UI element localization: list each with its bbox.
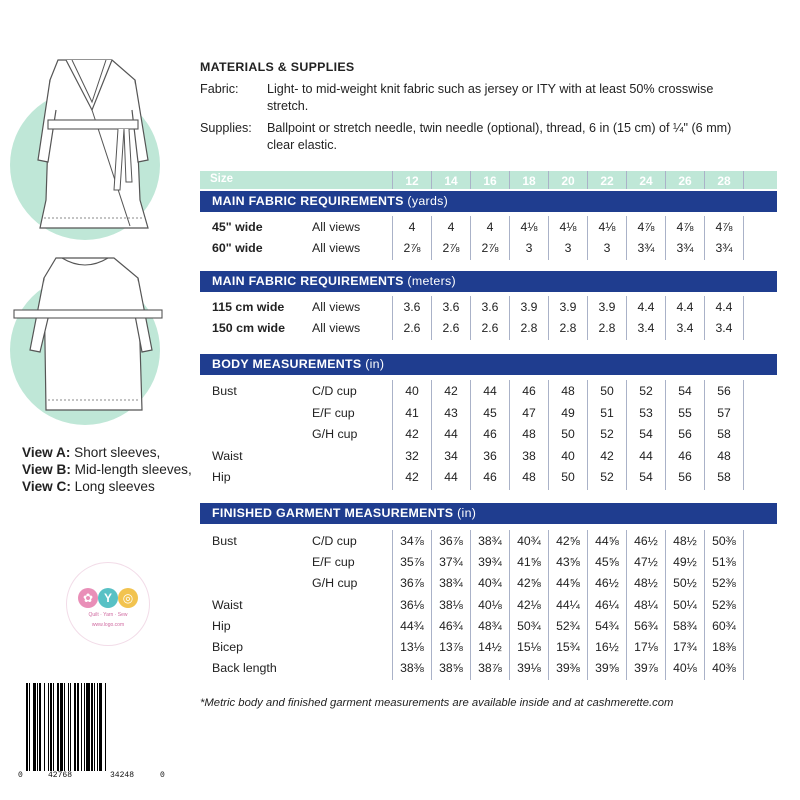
table-cell: 3.6 bbox=[481, 300, 499, 314]
table-cell: 42⅝ bbox=[517, 576, 541, 591]
row-label: 150 cm wide bbox=[212, 321, 286, 335]
table-cell: 54 bbox=[639, 427, 653, 441]
table-cell: 40¾ bbox=[517, 534, 541, 548]
column-divider bbox=[548, 380, 549, 490]
table-cell: 3.4 bbox=[676, 321, 694, 335]
section-header-yards bbox=[200, 191, 777, 212]
logo-text: Quilt · Yarn · Sew bbox=[88, 612, 128, 618]
column-divider bbox=[587, 530, 588, 680]
wrap-dress-front-drawing bbox=[0, 50, 190, 240]
table-cell: 4⅞ bbox=[637, 220, 655, 234]
table-cell: 46¾ bbox=[439, 618, 463, 633]
column-divider bbox=[665, 296, 666, 340]
table-cell: 41⅝ bbox=[517, 555, 541, 570]
table-cell: 52 bbox=[600, 427, 614, 441]
table-cell: 56¾ bbox=[634, 618, 658, 633]
table-cell: 44⅝ bbox=[556, 576, 580, 591]
table-cell: 48¼ bbox=[634, 597, 658, 612]
row-label: Waist bbox=[212, 448, 243, 463]
column-divider bbox=[392, 296, 393, 340]
row-label: Waist bbox=[212, 597, 243, 612]
column-divider bbox=[392, 380, 393, 490]
table-cell: 44¾ bbox=[400, 618, 424, 633]
column-divider bbox=[704, 380, 705, 490]
row-sublabel: G/H cup bbox=[312, 576, 358, 591]
table-cell: 3¾ bbox=[637, 241, 655, 255]
front-view-illustration bbox=[0, 50, 190, 240]
row-label: 60" wide bbox=[212, 241, 263, 255]
table-cell: 50¾ bbox=[517, 618, 541, 633]
row-sublabel: C/D cup bbox=[312, 534, 357, 548]
supplies-label: Supplies: bbox=[200, 121, 252, 135]
table-cell: 36⅛ bbox=[400, 597, 424, 612]
table-cell: 40⅛ bbox=[673, 661, 697, 676]
table-cell: 40 bbox=[405, 384, 419, 398]
table-cell: 40¾ bbox=[478, 576, 502, 591]
column-divider bbox=[470, 296, 471, 340]
table-cell: 56 bbox=[678, 470, 692, 484]
column-divider bbox=[587, 171, 588, 189]
column-divider bbox=[626, 296, 627, 340]
shop-logo bbox=[66, 562, 150, 646]
table-cell: 50 bbox=[561, 427, 575, 441]
table-cell: 38¾ bbox=[478, 534, 502, 548]
table-cell: 38 bbox=[522, 448, 536, 463]
table-cell: 48 bbox=[561, 384, 575, 398]
table-cell: 3.6 bbox=[403, 300, 421, 314]
table-cell: 16½ bbox=[595, 640, 619, 654]
table-cell: 52 bbox=[639, 384, 653, 398]
table-cell: 54 bbox=[639, 470, 653, 484]
barcode-bar bbox=[106, 683, 107, 771]
barcode-digits-right: 34248 bbox=[110, 771, 135, 780]
fabric-label: Fabric: bbox=[200, 82, 239, 96]
column-divider bbox=[743, 171, 744, 189]
fabric-text: Light- to mid-weight knit fabric such as jersey or ITY with at least 50% crosswise stretch. bbox=[267, 82, 714, 113]
table-cell: 44¼ bbox=[556, 597, 580, 612]
table-cell: 50⅜ bbox=[712, 534, 736, 548]
column-divider bbox=[431, 216, 432, 260]
row-sublabel: All views bbox=[312, 321, 361, 335]
table-cell: 3 bbox=[564, 241, 572, 255]
size-column-header: 20 bbox=[561, 174, 575, 188]
barcode-digit-first: 0 bbox=[18, 771, 23, 780]
column-divider bbox=[743, 380, 744, 490]
table-cell: 44 bbox=[444, 470, 458, 484]
table-cell: 46¼ bbox=[595, 597, 619, 612]
column-divider bbox=[470, 171, 471, 189]
column-divider bbox=[509, 216, 510, 260]
logo-url: www.logo.com bbox=[91, 622, 125, 628]
column-divider bbox=[431, 296, 432, 340]
column-divider bbox=[626, 530, 627, 680]
column-divider bbox=[470, 380, 471, 490]
table-cell: 42 bbox=[600, 448, 614, 463]
table-cell: 46 bbox=[483, 427, 497, 441]
table-cell: 4⅛ bbox=[520, 220, 538, 234]
table-cell: 44 bbox=[444, 427, 458, 441]
size-column-header: 28 bbox=[717, 174, 731, 188]
materials-title: MATERIALS & SUPPLIES bbox=[200, 60, 355, 74]
table-cell: 4 bbox=[486, 220, 494, 234]
table-cell: 2.8 bbox=[520, 321, 538, 335]
table-cell: 4⅛ bbox=[598, 220, 616, 234]
table-cell: 2.6 bbox=[403, 321, 421, 335]
table-cell: 2.8 bbox=[559, 321, 577, 335]
column-divider bbox=[509, 171, 510, 189]
yards-unit: (yards) bbox=[403, 194, 449, 208]
row-label: Hip bbox=[212, 470, 231, 484]
table-cell: 3 bbox=[603, 241, 611, 255]
table-cell: 13⅞ bbox=[439, 640, 463, 654]
column-divider bbox=[431, 380, 432, 490]
column-divider bbox=[587, 380, 588, 490]
table-cell: 17⅛ bbox=[634, 640, 658, 654]
column-divider bbox=[704, 296, 705, 340]
table-cell: 13⅛ bbox=[400, 640, 424, 654]
table-cell: 35⅞ bbox=[400, 555, 424, 570]
table-cell: 51 bbox=[600, 405, 614, 420]
table-cell: 48¾ bbox=[478, 618, 502, 633]
table-cell: 50¼ bbox=[673, 597, 697, 612]
wrap-dress-back-drawing bbox=[0, 250, 190, 440]
row-label: Hip bbox=[212, 618, 231, 633]
table-cell: 39⅛ bbox=[517, 661, 541, 676]
table-cell: 48 bbox=[522, 470, 536, 484]
table-cell: 48 bbox=[717, 448, 731, 463]
barcode-digit-last: 0 bbox=[160, 771, 165, 780]
column-divider bbox=[431, 530, 432, 680]
table-cell: 3.4 bbox=[637, 321, 655, 335]
table-cell: 4.4 bbox=[637, 300, 655, 314]
row-label: Bust bbox=[212, 534, 237, 548]
column-divider bbox=[704, 530, 705, 680]
table-cell: 46½ bbox=[595, 576, 619, 591]
table-cell: 42 bbox=[405, 470, 419, 484]
table-cell: 36⅞ bbox=[439, 534, 463, 548]
table-cell: 58 bbox=[717, 470, 731, 484]
table-cell: 50½ bbox=[673, 576, 697, 591]
table-cell: 3.4 bbox=[715, 321, 733, 335]
table-cell: 41 bbox=[405, 405, 419, 420]
column-divider bbox=[509, 380, 510, 490]
table-cell: 2⅞ bbox=[442, 241, 460, 255]
row-label: 115 cm wide bbox=[212, 300, 285, 314]
column-divider bbox=[431, 171, 432, 189]
table-cell: 42 bbox=[405, 427, 419, 441]
table-cell: 3.9 bbox=[520, 300, 538, 314]
table-cell: 45 bbox=[483, 405, 497, 420]
table-cell: 43⅝ bbox=[556, 555, 580, 570]
table-cell: 47 bbox=[522, 405, 536, 420]
section-header-finished bbox=[200, 503, 777, 524]
table-cell: 15⅛ bbox=[517, 640, 541, 654]
table-cell: 38⅞ bbox=[478, 661, 502, 676]
table-cell: 4⅞ bbox=[715, 220, 733, 234]
table-cell: 3.6 bbox=[442, 300, 460, 314]
table-cell: 50 bbox=[600, 384, 614, 398]
column-divider bbox=[548, 171, 549, 189]
table-cell: 54¾ bbox=[595, 618, 619, 633]
table-cell: 2.6 bbox=[442, 321, 460, 335]
table-cell: 3.9 bbox=[559, 300, 577, 314]
table-cell: 39¾ bbox=[478, 555, 502, 570]
column-divider bbox=[665, 171, 666, 189]
table-cell: 60¾ bbox=[712, 618, 736, 633]
table-cell: 38¾ bbox=[439, 576, 463, 591]
column-divider bbox=[704, 216, 705, 260]
column-divider bbox=[392, 216, 393, 260]
logo-yarn-icon: Y bbox=[98, 588, 118, 608]
table-cell: 38⅛ bbox=[439, 597, 463, 612]
table-cell: 56 bbox=[717, 384, 731, 398]
meters-unit: (meters) bbox=[403, 274, 456, 288]
table-cell: 46 bbox=[678, 448, 692, 463]
table-cell: 56 bbox=[678, 427, 692, 441]
finished-title: FINISHED GARMENT MEASUREMENTS bbox=[212, 506, 454, 520]
table-cell: 48½ bbox=[634, 576, 658, 591]
column-divider bbox=[392, 171, 393, 189]
row-sublabel: C/D cup bbox=[312, 384, 357, 398]
finished-unit: (in) bbox=[453, 506, 477, 520]
view-a-text: Short sleeves, bbox=[70, 445, 161, 460]
table-cell: 2.6 bbox=[481, 321, 499, 335]
barcode-bars bbox=[26, 683, 156, 771]
view-a-label: View A: bbox=[22, 445, 71, 460]
row-sublabel: E/F cup bbox=[312, 555, 355, 570]
section-header-meters bbox=[200, 271, 777, 292]
table-cell: 52⅜ bbox=[712, 576, 736, 591]
table-cell: 53 bbox=[639, 405, 653, 420]
section-header-body bbox=[200, 354, 777, 375]
table-cell: 39⅝ bbox=[595, 661, 619, 676]
table-cell: 4.4 bbox=[676, 300, 694, 314]
size-column-header: 16 bbox=[483, 174, 497, 188]
row-sublabel: G/H cup bbox=[312, 427, 358, 441]
table-cell: 47½ bbox=[634, 555, 658, 570]
table-cell: 39⅞ bbox=[634, 661, 658, 676]
row-sublabel: All views bbox=[312, 300, 361, 314]
body-title: BODY MEASUREMENTS bbox=[212, 357, 362, 371]
row-label: Bust bbox=[212, 384, 237, 398]
table-cell: 40⅛ bbox=[478, 597, 502, 612]
table-cell: 44 bbox=[483, 384, 497, 398]
size-column-header: 18 bbox=[522, 174, 536, 188]
table-cell: 18⅜ bbox=[712, 640, 736, 654]
column-divider bbox=[470, 216, 471, 260]
column-divider bbox=[743, 530, 744, 680]
column-divider bbox=[392, 530, 393, 680]
column-divider bbox=[665, 216, 666, 260]
back-view-illustration bbox=[0, 250, 190, 440]
logo-sew-icon: ◎ bbox=[118, 588, 138, 608]
column-divider bbox=[548, 296, 549, 340]
table-cell: 39⅜ bbox=[556, 661, 580, 676]
supplies-text: Ballpoint or stretch needle, twin needle (optional), thread, 6 in (15 cm) of ¼" (6 mm) clear elastic. bbox=[267, 121, 732, 152]
table-cell: 38⅝ bbox=[439, 661, 463, 676]
table-cell: 46 bbox=[522, 384, 536, 398]
column-divider bbox=[626, 380, 627, 490]
table-cell: 36 bbox=[483, 448, 497, 463]
table-cell: 57 bbox=[717, 405, 731, 420]
table-cell: 3.9 bbox=[598, 300, 616, 314]
size-column-header: 22 bbox=[600, 174, 614, 188]
column-divider bbox=[704, 171, 705, 189]
table-cell: 58 bbox=[717, 427, 731, 441]
footnote: *Metric body and finished garment measurements are available inside and at cashmerette.com bbox=[200, 697, 674, 709]
table-cell: 46½ bbox=[634, 534, 658, 548]
column-divider bbox=[626, 171, 627, 189]
column-divider bbox=[743, 296, 744, 340]
table-cell: 50 bbox=[561, 470, 575, 484]
row-label: 45" wide bbox=[212, 220, 263, 234]
view-caption bbox=[22, 444, 192, 495]
table-cell: 54 bbox=[678, 384, 692, 398]
table-cell: 46 bbox=[483, 470, 497, 484]
table-cell: 34⅞ bbox=[400, 534, 424, 548]
row-label: Bicep bbox=[212, 640, 243, 654]
table-cell: 44⅝ bbox=[595, 534, 619, 548]
column-divider bbox=[548, 216, 549, 260]
column-divider bbox=[509, 296, 510, 340]
size-column-header: 12 bbox=[405, 174, 419, 188]
table-cell: 3 bbox=[525, 241, 533, 255]
logo-quilt-icon: ✿ bbox=[78, 588, 98, 608]
row-label: Back length bbox=[212, 661, 277, 676]
body-unit: (in) bbox=[361, 357, 385, 371]
column-divider bbox=[587, 296, 588, 340]
table-cell: 3¾ bbox=[715, 241, 733, 255]
table-cell: 4.4 bbox=[715, 300, 733, 314]
size-label: Size bbox=[210, 173, 234, 185]
table-cell: 37¾ bbox=[439, 555, 463, 570]
table-cell: 15¾ bbox=[556, 640, 580, 654]
size-column-header: 14 bbox=[444, 174, 458, 188]
row-sublabel: All views bbox=[312, 220, 361, 234]
column-divider bbox=[743, 216, 744, 260]
table-cell: 42⅛ bbox=[517, 597, 541, 612]
table-cell: 48½ bbox=[673, 534, 697, 548]
table-cell: 45⅝ bbox=[595, 555, 619, 570]
table-cell: 2.8 bbox=[598, 321, 616, 335]
table-cell: 4⅛ bbox=[559, 220, 577, 234]
view-c-label: View C: bbox=[22, 479, 71, 494]
table-cell: 4⅞ bbox=[676, 220, 694, 234]
table-cell: 42 bbox=[444, 384, 458, 398]
table-cell: 14½ bbox=[478, 640, 502, 654]
table-cell: 2⅞ bbox=[481, 241, 499, 255]
view-b-text: Mid-length sleeves, bbox=[70, 462, 192, 477]
table-cell: 52⅜ bbox=[712, 597, 736, 612]
table-cell: 4 bbox=[447, 220, 455, 234]
table-cell: 42⅝ bbox=[556, 534, 580, 548]
column-divider bbox=[587, 216, 588, 260]
column-divider bbox=[470, 530, 471, 680]
table-cell: 2⅞ bbox=[403, 241, 421, 255]
table-cell: 49 bbox=[561, 405, 575, 420]
table-cell: 52 bbox=[600, 470, 614, 484]
table-cell: 48 bbox=[522, 427, 536, 441]
column-divider bbox=[509, 530, 510, 680]
view-c-text: Long sleeves bbox=[70, 479, 155, 494]
row-sublabel: All views bbox=[312, 241, 361, 255]
column-divider bbox=[665, 530, 666, 680]
barcode-digits-left: 42768 bbox=[48, 771, 73, 780]
size-column-header: 26 bbox=[678, 174, 692, 188]
size-column-header: 24 bbox=[639, 174, 653, 188]
view-b-label: View B: bbox=[22, 462, 71, 477]
left-column bbox=[0, 0, 195, 800]
table-cell: 32 bbox=[405, 448, 419, 463]
table-cell: 55 bbox=[678, 405, 692, 420]
column-divider bbox=[548, 530, 549, 680]
column-divider bbox=[626, 216, 627, 260]
table-cell: 49½ bbox=[673, 555, 697, 570]
table-cell: 40⅜ bbox=[712, 661, 736, 676]
table-cell: 51⅜ bbox=[712, 555, 736, 570]
table-cell: 38⅜ bbox=[400, 661, 424, 676]
column-divider bbox=[665, 380, 666, 490]
table-cell: 4 bbox=[408, 220, 416, 234]
yards-title: MAIN FABRIC REQUIREMENTS bbox=[212, 194, 404, 208]
table-cell: 52¾ bbox=[556, 618, 580, 633]
barcode bbox=[18, 683, 168, 783]
meters-title: MAIN FABRIC REQUIREMENTS bbox=[212, 274, 404, 288]
table-cell: 34 bbox=[444, 448, 458, 463]
row-sublabel: E/F cup bbox=[312, 405, 355, 420]
table-cell: 17¾ bbox=[673, 640, 697, 654]
table-cell: 36⅞ bbox=[400, 576, 424, 591]
table-cell: 3¾ bbox=[676, 241, 694, 255]
table-cell: 40 bbox=[561, 448, 575, 463]
table-cell: 43 bbox=[444, 405, 458, 420]
table-cell: 58¾ bbox=[673, 618, 697, 633]
table-cell: 44 bbox=[639, 448, 653, 463]
